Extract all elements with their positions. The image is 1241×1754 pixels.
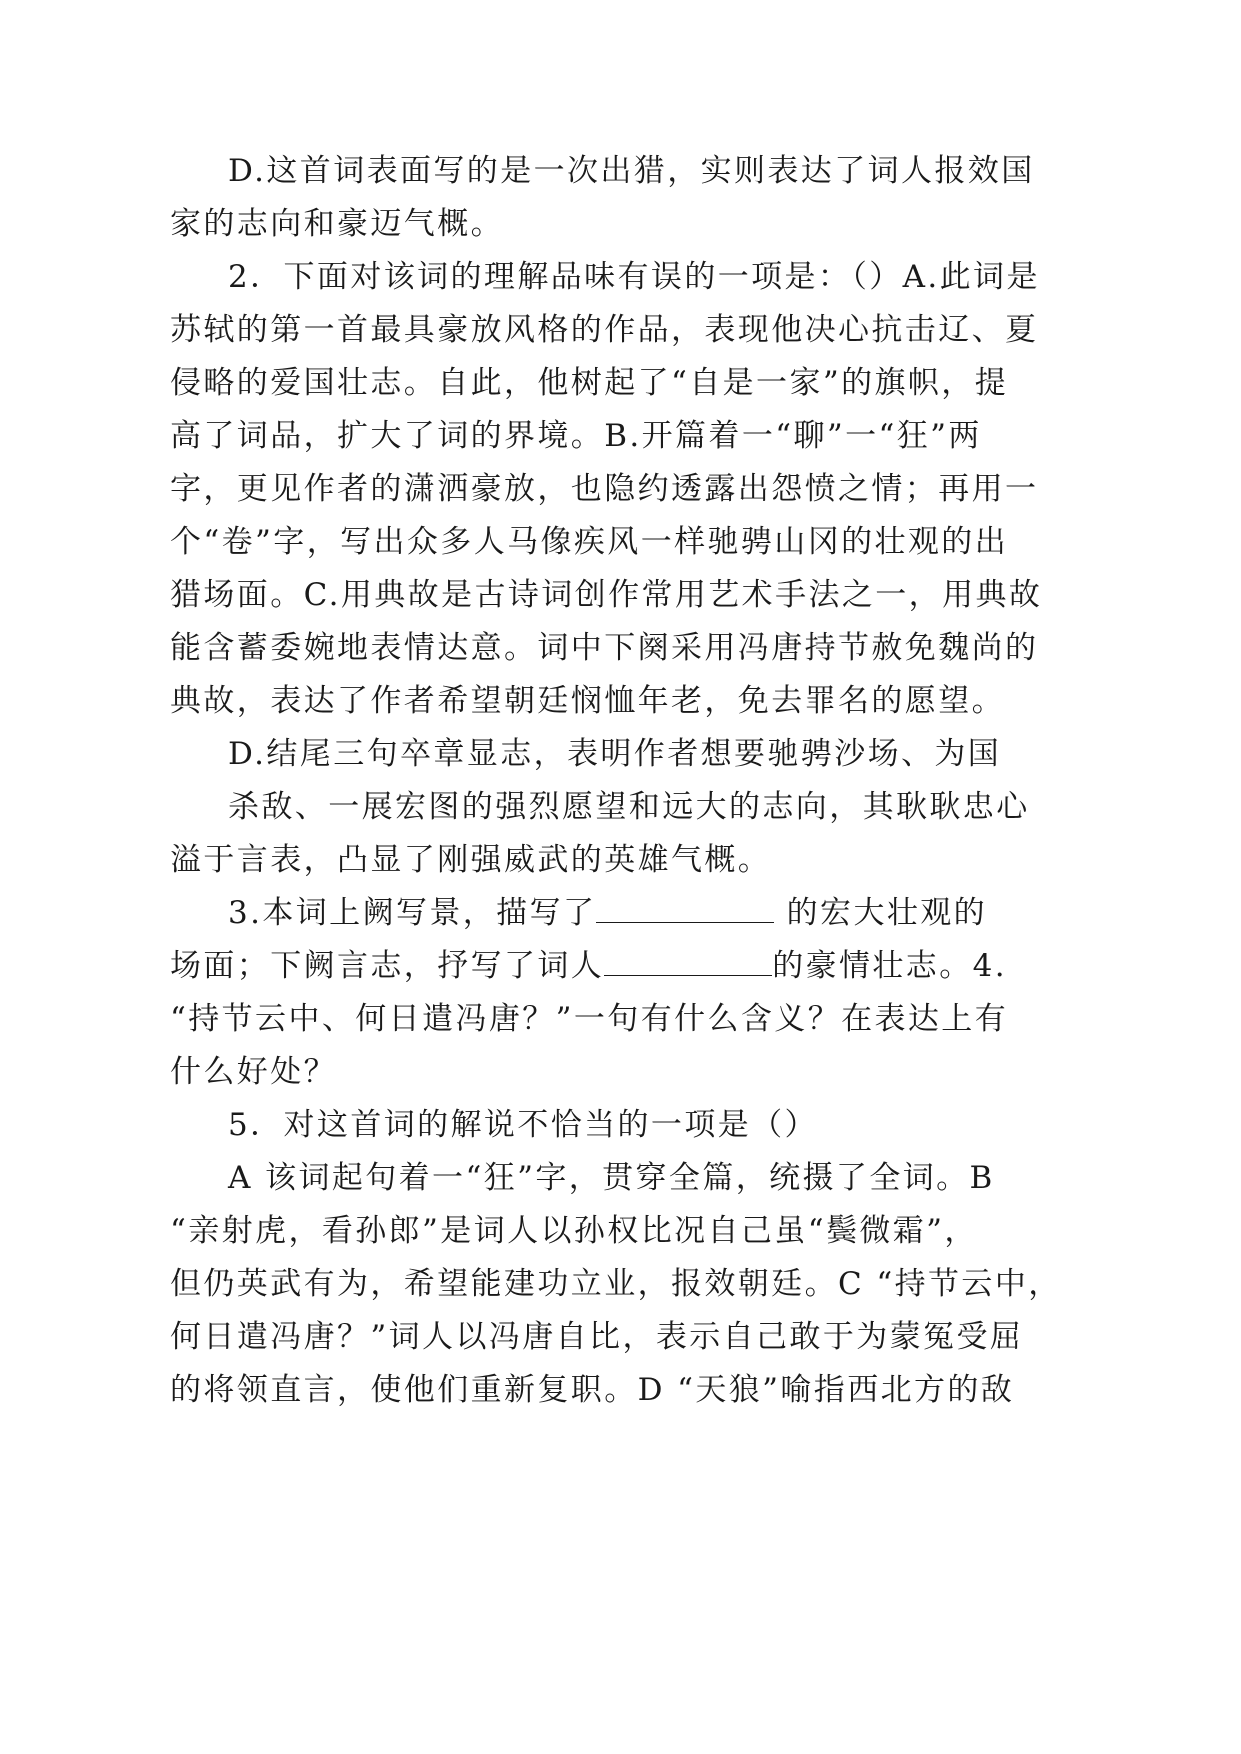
text-line-17: “持节云中、何日遣冯唐？”一句有什么含义？在表达上有	[170, 1001, 1009, 1037]
text-line-6: 高了词品，扩大了词的界境。B.开篇着一“聊”一“狂”两	[170, 418, 982, 454]
text-line-10: 能含蓄委婉地表情达意。词中下阕采用冯唐持节赦免魏尚的	[170, 630, 1039, 666]
text-line-12: D.结尾三句卒章显志，表明作者想要驰骋沙场、为国	[228, 736, 1002, 772]
answer-blank-2	[604, 947, 772, 976]
text-line-2: 家的志向和豪迈气概。	[170, 206, 504, 242]
text-line-22: 但仍英武有为，希望能建功立业，报效朝廷。C “持节云中，	[170, 1266, 1062, 1302]
text-line-20: A 该词起句着一“狂”字，贯穿全篇，统摄了全词。B	[228, 1160, 995, 1196]
text-line-9: 猎场面。C.用典故是古诗词创作常用艺术手法之一，用典故	[170, 577, 1043, 613]
text-line-23: 何日遣冯唐？”词人以冯唐自比，表示自己敢于为蒙冤受屈	[170, 1319, 1024, 1355]
text-line-11: 典故，表达了作者希望朝廷悯恤年老，免去罪名的愿望。	[170, 683, 1005, 719]
text-line-1: D.这首词表面写的是一次出猎，实则表达了词人报效国	[228, 153, 1035, 189]
text-line-13: 杀敌、一展宏图的强烈愿望和远大的志向，其耿耿忠心	[228, 789, 1030, 825]
text-line-5: 侵略的爱国壮志。自此，他树起了“自是一家”的旗帜，提	[170, 365, 1009, 401]
question-3-text-d: 的豪情壮志。4.	[772, 948, 1007, 984]
text-line-14: 溢于言表，凸显了刚强威武的英雄气概。	[170, 842, 772, 878]
question-3-text-c: 场面；下阙言志，抒写了词人	[170, 948, 605, 984]
text-line-4: 苏轼的第一首最具豪放风格的作品，表现他决心抗击辽、夏	[170, 312, 1039, 348]
question-3-line-2	[170, 946, 1007, 986]
text-line-24: 的将领直言，使他们重新复职。D “天狼”喻指西北方的敌	[170, 1372, 1015, 1408]
text-line-7: 字，更见作者的潇洒豪放，也隐约透露出怨愤之情；再用一	[170, 471, 1039, 507]
text-line-8: 个“卷”字，写出众多人马像疾风一样驰骋山冈的壮观的出	[170, 524, 1009, 560]
text-line-3: 2．下面对该词的理解品味有误的一项是：（）A.此词是	[228, 259, 1040, 295]
question-3-text-b: 的宏大壮观的	[774, 895, 988, 931]
question-3-line-1	[228, 893, 987, 933]
answer-blank-1	[596, 894, 774, 923]
text-line-18: 什么好处？	[170, 1054, 337, 1090]
question-3-text-a: 3.本词上阙写景，描写了	[228, 895, 597, 931]
text-line-21: “亲射虎，看孙郎”是词人以孙权比况自己虽“鬓微霜”，	[170, 1213, 978, 1249]
text-line-19: 5．对这首词的解说不恰当的一项是（）	[228, 1107, 818, 1143]
